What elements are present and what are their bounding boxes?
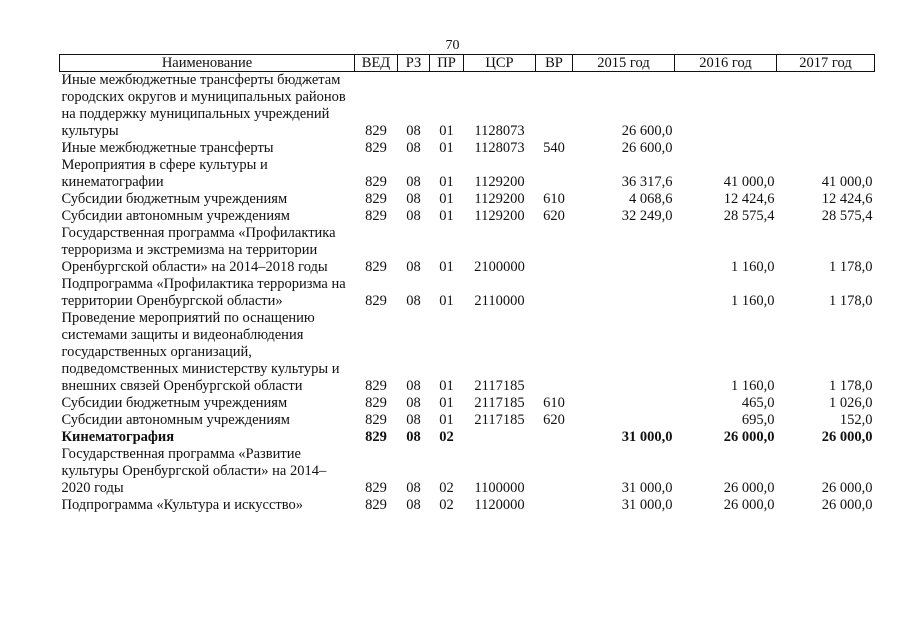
- cell-pr: 01: [439, 378, 454, 394]
- cell-ved: 829: [365, 497, 387, 513]
- cell-name: Субсидии автономным учреждениям: [61, 208, 290, 224]
- cell-ved: 829: [365, 208, 387, 224]
- cell-name: Подпрограмма «Профилактика терроризма на территории Оренбургской области»: [61, 276, 346, 309]
- cell-2017: 41 000,0: [821, 174, 873, 190]
- cell-csr: 2110000: [474, 293, 525, 309]
- budget-table: [59, 54, 875, 514]
- cell-name: Проведение мероприятий по оснащению системами защиты и видеонаблюдения государственных организаций, подведомственных министерству культуры и внешних связей Оренбургской области: [61, 310, 340, 394]
- cell-2017: 12 424,6: [821, 191, 873, 207]
- cell-2017: 26 000,0: [821, 429, 873, 445]
- cell-csr: 1100000: [474, 480, 525, 496]
- cell-csr: 1128073: [474, 123, 525, 139]
- cell-rz: 08: [406, 174, 421, 190]
- cell-2016: [675, 140, 777, 157]
- cell-csr: 1129200: [474, 174, 525, 190]
- cell-csr: 2100000: [474, 259, 525, 275]
- cell-ved: 829: [365, 140, 387, 156]
- header-name: Наименование: [60, 55, 355, 72]
- table-row: [60, 497, 875, 514]
- cell-rz: 08: [406, 293, 421, 309]
- cell-ved: 829: [365, 293, 387, 309]
- cell-2017: 26 000,0: [821, 480, 873, 496]
- cell-name: Иные межбюджетные трансферты бюджетам городских округов и муниципальных районов на поддержку муниципальных учреждений культуры: [61, 72, 346, 139]
- cell-name: Субсидии автономным учреждениям: [61, 412, 290, 428]
- cell-vr: [536, 276, 573, 310]
- cell-rz: 08: [406, 208, 421, 224]
- table-row: [60, 446, 875, 497]
- cell-rz: 08: [406, 259, 421, 275]
- cell-name: Субсидии бюджетным учреждениям: [61, 395, 288, 411]
- cell-rz: 08: [406, 378, 421, 394]
- cell-csr: 1128073: [474, 140, 525, 156]
- cell-2017: 28 575,4: [821, 208, 873, 224]
- cell-csr: 1129200: [474, 208, 525, 224]
- cell-csr: 2117185: [474, 412, 525, 428]
- cell-2015: [573, 276, 675, 310]
- cell-2015: 36 317,6: [621, 174, 673, 190]
- cell-name: Государственная программа «Развитие культуры Оренбургской области» на 2014–2020 годы: [61, 446, 327, 496]
- cell-ved: 829: [365, 429, 387, 445]
- cell-pr: 01: [439, 259, 454, 275]
- header-2016: 2016 год: [675, 55, 777, 72]
- cell-2016: 695,0: [741, 412, 775, 428]
- cell-name: Государственная программа «Профилактика терроризма и экстремизма на территории Оренбургской области» на 2014–2018 годы: [61, 225, 336, 275]
- cell-2017: 1 026,0: [829, 395, 873, 411]
- cell-name: Кинематография: [61, 429, 175, 445]
- cell-vr: [536, 157, 573, 191]
- cell-pr: 02: [439, 497, 454, 513]
- cell-rz: 08: [406, 412, 421, 428]
- cell-ved: 829: [365, 174, 387, 190]
- cell-rz: 08: [406, 480, 421, 496]
- cell-rz: 08: [406, 191, 421, 207]
- table-header-row: [60, 55, 875, 72]
- cell-2017: 26 000,0: [821, 497, 873, 513]
- cell-2015: [573, 395, 675, 412]
- cell-pr: 01: [439, 208, 454, 224]
- cell-rz: 08: [406, 123, 421, 139]
- table-row: [60, 208, 875, 225]
- table-row: [60, 276, 875, 310]
- page-number: 70: [445, 38, 460, 53]
- cell-2015: [573, 310, 675, 395]
- table-row: [60, 429, 875, 446]
- cell-2016: 26 000,0: [723, 480, 775, 496]
- cell-2015: 31 000,0: [621, 429, 673, 445]
- cell-rz: 08: [406, 395, 421, 411]
- table-row: [60, 412, 875, 429]
- cell-csr: [464, 429, 536, 446]
- cell-2016: 1 160,0: [731, 378, 775, 394]
- cell-rz: 08: [406, 429, 421, 445]
- cell-2016: 1 160,0: [731, 293, 775, 309]
- cell-name: Иные межбюджетные трансферты: [61, 140, 274, 156]
- header-2017: 2017 год: [777, 55, 875, 72]
- cell-2015: 4 068,6: [629, 191, 673, 207]
- cell-2016: [675, 72, 777, 141]
- cell-pr: 01: [439, 395, 454, 411]
- cell-vr: [536, 497, 573, 514]
- table-row: [60, 395, 875, 412]
- cell-2017: 1 178,0: [829, 293, 873, 309]
- cell-2017: [777, 140, 875, 157]
- cell-name: Подпрограмма «Культура и искусство»: [61, 497, 303, 513]
- cell-vr: 610: [543, 191, 565, 207]
- cell-vr: 620: [543, 412, 565, 428]
- cell-2016: 1 160,0: [731, 259, 775, 275]
- cell-2016: 26 000,0: [723, 497, 775, 513]
- cell-csr: 2117185: [474, 378, 525, 394]
- cell-2016: 465,0: [741, 395, 775, 411]
- cell-vr: 610: [543, 395, 565, 411]
- cell-vr: 540: [543, 140, 565, 156]
- cell-pr: 01: [439, 412, 454, 428]
- cell-2016: 41 000,0: [723, 174, 775, 190]
- cell-rz: 08: [406, 140, 421, 156]
- cell-vr: [536, 429, 573, 446]
- table-row: [60, 310, 875, 395]
- cell-2017: [777, 72, 875, 141]
- cell-2017: 1 178,0: [829, 378, 873, 394]
- cell-ved: 829: [365, 259, 387, 275]
- table-row: [60, 72, 875, 141]
- header-csr: ЦСР: [464, 55, 536, 72]
- table-row: [60, 140, 875, 157]
- cell-rz: 08: [406, 497, 421, 513]
- table-row: [60, 191, 875, 208]
- cell-csr: 1129200: [474, 191, 525, 207]
- cell-csr: 1120000: [474, 497, 525, 513]
- cell-vr: [536, 72, 573, 141]
- header-ved: ВЕД: [355, 55, 398, 72]
- cell-name: Мероприятия в сфере культуры и кинематографии: [61, 157, 268, 190]
- header-vr: ВР: [536, 55, 573, 72]
- cell-pr: 01: [439, 191, 454, 207]
- cell-vr: [536, 446, 573, 497]
- header-2015: 2015 год: [573, 55, 675, 72]
- cell-vr: [536, 310, 573, 395]
- cell-pr: 02: [439, 480, 454, 496]
- cell-csr: 2117185: [474, 395, 525, 411]
- cell-ved: 829: [365, 123, 387, 139]
- cell-ved: 829: [365, 480, 387, 496]
- cell-ved: 829: [365, 191, 387, 207]
- cell-2015: 32 249,0: [621, 208, 673, 224]
- cell-2015: 26 600,0: [621, 123, 673, 139]
- cell-ved: 829: [365, 412, 387, 428]
- cell-ved: 829: [365, 378, 387, 394]
- cell-2016: 26 000,0: [723, 429, 775, 445]
- cell-2017: 1 178,0: [829, 259, 873, 275]
- cell-pr: 01: [439, 140, 454, 156]
- cell-pr: 01: [439, 123, 454, 139]
- cell-2016: 12 424,6: [723, 191, 775, 207]
- header-pr: ПР: [430, 55, 464, 72]
- cell-name: Субсидии бюджетным учреждениям: [61, 191, 288, 207]
- cell-2015: 31 000,0: [621, 480, 673, 496]
- cell-2016: 28 575,4: [723, 208, 775, 224]
- header-rz: РЗ: [398, 55, 430, 72]
- cell-ved: 829: [365, 395, 387, 411]
- cell-vr: [536, 225, 573, 276]
- cell-2015: [573, 412, 675, 429]
- table-row: [60, 225, 875, 276]
- cell-2015: [573, 225, 675, 276]
- cell-pr: 02: [439, 429, 454, 445]
- table-row: [60, 157, 875, 191]
- cell-2015: 31 000,0: [621, 497, 673, 513]
- cell-pr: 01: [439, 174, 454, 190]
- cell-2017: 152,0: [839, 412, 873, 428]
- cell-2015: 26 600,0: [621, 140, 673, 156]
- cell-vr: 620: [543, 208, 565, 224]
- cell-pr: 01: [439, 293, 454, 309]
